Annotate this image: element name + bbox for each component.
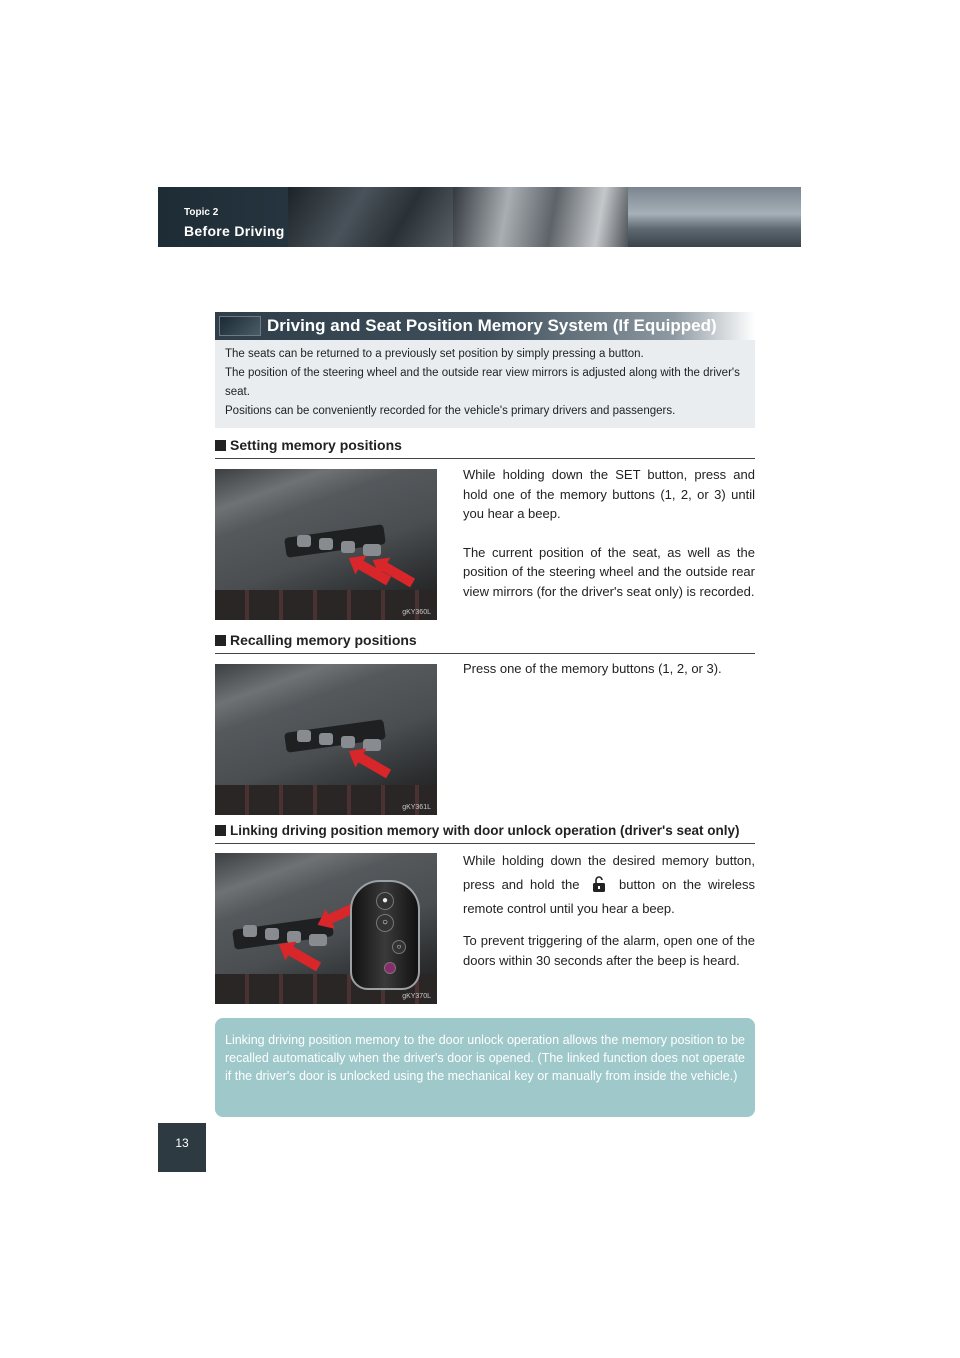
subheading-text: Linking driving position memory with door unlock operation (driver's seat only) — [230, 823, 740, 838]
topic-label: Topic 2 — [184, 207, 219, 218]
paragraph — [463, 849, 755, 921]
wireless-remote-keyfob — [350, 880, 420, 990]
image-code: gKY361L — [402, 804, 431, 811]
header-photo-interior — [453, 187, 633, 247]
subheading-text: Setting memory positions — [230, 437, 402, 453]
unlock-icon: ○ — [376, 914, 394, 932]
memory-button-2 — [319, 733, 333, 745]
note-box: Linking driving position memory to the door unlock operation allows the memory position to be recalled automatically when the driver's door is opened. (The linked function does not operate if the driver's door is unlocked using the mechanical key or manually from inside the vehicle.) — [215, 1018, 755, 1117]
square-bullet-icon — [215, 825, 226, 836]
memory-button-1 — [297, 535, 311, 547]
intro-line: Positions can be conveniently recorded for the vehicle's primary drivers and passengers. — [225, 405, 676, 417]
square-bullet-icon — [215, 440, 226, 451]
memory-button-1 — [297, 730, 311, 742]
setting-memory-text — [463, 465, 755, 620]
title-thumbnail-icon — [219, 316, 261, 336]
intro-line: The seats can be returned to a previously set position by simply pressing a button. — [225, 348, 644, 360]
intro-box — [215, 340, 755, 428]
memory-button-2 — [319, 538, 333, 550]
paragraph: While holding down the SET button, press and hold one of the memory buttons (1, 2, or 3) until you hear a beep. — [463, 467, 755, 521]
subheading-linking-memory — [215, 822, 755, 844]
linking-memory-text — [463, 849, 755, 989]
trunk-icon: ○ — [392, 940, 406, 954]
subheading-text: Recalling memory positions — [230, 632, 417, 648]
page-title: Driving and Seat Position Memory System (If Equipped) — [267, 316, 717, 335]
paragraph-part: While holding down the desired memory button, press and hold the — [463, 853, 755, 892]
header-photo-car — [628, 187, 801, 247]
unlock-icon — [592, 876, 606, 892]
set-button — [309, 934, 327, 946]
intro-line: The position of the steering wheel and the outside rear view mirrors is adjusted along with the driver's seat. — [225, 367, 740, 398]
memory-button-2 — [265, 928, 279, 940]
memory-button-1 — [243, 925, 257, 937]
lock-icon: ● — [376, 892, 394, 910]
red-arrow-icon — [285, 945, 321, 972]
image-code: gKY370L — [402, 993, 431, 1000]
subheading-setting-memory — [215, 437, 755, 459]
red-arrow-icon — [355, 752, 391, 779]
recalling-memory-text — [463, 659, 755, 698]
paragraph: Press one of the memory buttons (1, 2, or 3). — [463, 661, 722, 676]
paragraph: The current position of the seat, as well as the position of the steering wheel and the outside rear view mirrors (for the driver's seat only) is recorded. — [463, 544, 755, 599]
square-bullet-icon — [215, 635, 226, 646]
topic-header-banner — [158, 187, 801, 247]
paragraph: To prevent triggering of the alarm, open one of the doors within 30 seconds after the beep is heard. — [463, 933, 755, 968]
subheading-recalling-memory — [215, 632, 755, 654]
photo-recalling-memory — [215, 664, 437, 815]
section-label: Before Driving — [184, 223, 285, 239]
paragraph-part: button on the wireless remote control until you hear a beep. — [463, 877, 755, 916]
header-photo-door — [288, 187, 478, 247]
panic-button-icon — [384, 962, 396, 974]
photo-setting-memory — [215, 469, 437, 620]
section-title-bar — [215, 312, 755, 340]
page-number: 13 — [158, 1123, 206, 1172]
image-code: gKY360L — [402, 609, 431, 616]
